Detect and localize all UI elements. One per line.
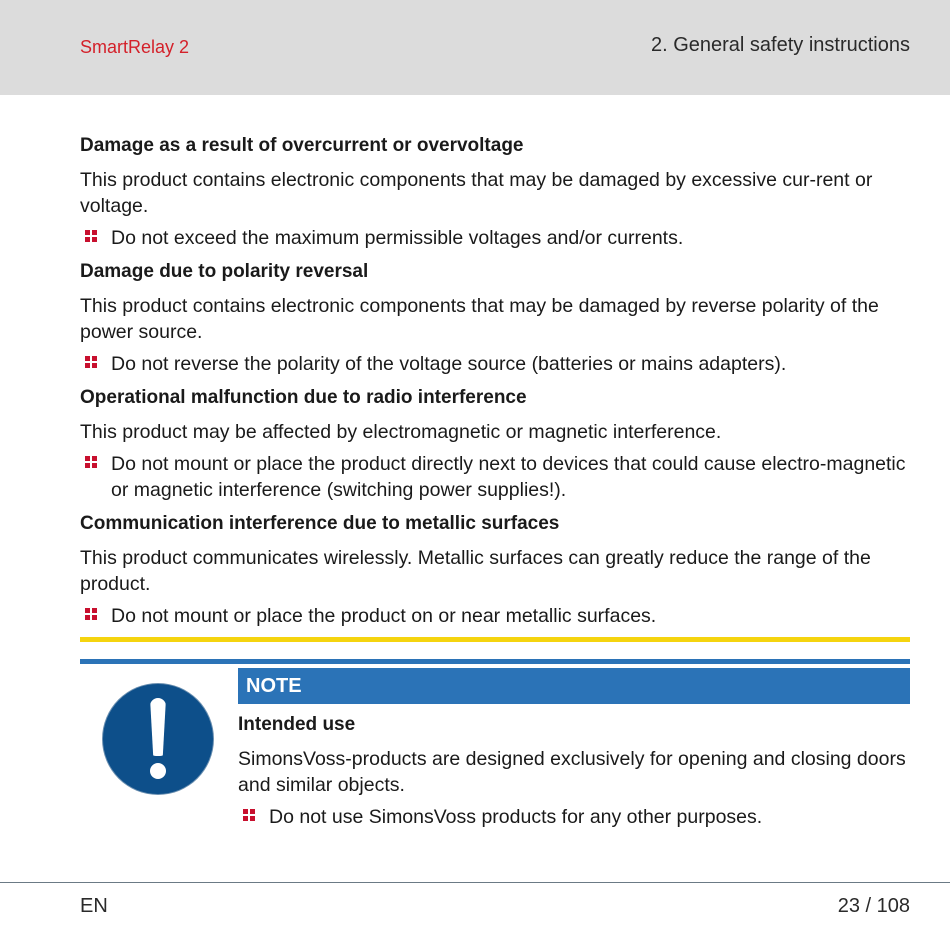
section-text: This product may be affected by electromagnetic or magnetic interference. <box>80 421 722 443</box>
bullet-icon <box>243 809 257 823</box>
section-divider <box>80 637 910 642</box>
product-name: SmartRelay 2 <box>80 37 190 57</box>
instruction-item <box>238 804 910 830</box>
section-metallic-surfaces <box>80 511 910 629</box>
note-content <box>238 712 910 838</box>
instruction-text: Do not mount or place the product on or near metallic surfaces. <box>111 605 657 627</box>
instruction-item <box>80 451 910 503</box>
section-radio-interference <box>80 385 910 503</box>
page-number: 23 / 108 <box>837 895 910 917</box>
chapter-title: 2. General safety instructions <box>650 34 910 56</box>
section-title: Damage as a result of overcurrent or overvoltage <box>80 135 524 156</box>
section-overcurrent <box>80 133 910 251</box>
bullet-icon <box>85 608 99 622</box>
section-title: Communication interference due to metallic surfaces <box>80 513 560 534</box>
note-text: SimonsVoss-products are designed exclusively for opening and closing doors and similar objects. <box>238 748 906 796</box>
bullet-icon <box>85 230 99 244</box>
exclamation-icon <box>103 684 213 794</box>
bullet-icon <box>85 456 99 470</box>
note-label: NOTE <box>246 675 302 697</box>
section-text: This product communicates wirelessly. Metallic surfaces can greatly reduce the range of the product. <box>80 547 871 595</box>
footer-divider <box>0 882 950 883</box>
instruction-text: Do not mount or place the product directly next to devices that could cause electro-magnetic or magnetic interference (switching power supplies!). <box>111 453 906 501</box>
section-text: This product contains electronic components that may be damaged by excessive cur-rent or voltage. <box>80 169 873 217</box>
section-text: This product contains electronic components that may be damaged by reverse polarity of the power source. <box>80 295 879 343</box>
instruction-item <box>80 603 910 629</box>
note-title: Intended use <box>238 714 356 735</box>
instruction-item <box>80 225 910 251</box>
section-polarity <box>80 259 910 377</box>
note-divider <box>80 659 910 664</box>
section-title: Operational malfunction due to radio interference <box>80 387 527 408</box>
language-label: EN <box>80 895 108 917</box>
section-title: Damage due to polarity reversal <box>80 261 369 282</box>
instruction-item <box>80 351 910 377</box>
instruction-text: Do not exceed the maximum permissible voltages and/or currents. <box>111 227 684 249</box>
safety-sections <box>80 133 910 637</box>
instruction-text: Do not use SimonsVoss products for any other purposes. <box>269 806 763 828</box>
note-banner <box>238 668 910 704</box>
page-header <box>0 0 950 95</box>
bullet-icon <box>85 356 99 370</box>
instruction-text: Do not reverse the polarity of the voltage source (batteries or mains adapters). <box>111 353 787 375</box>
